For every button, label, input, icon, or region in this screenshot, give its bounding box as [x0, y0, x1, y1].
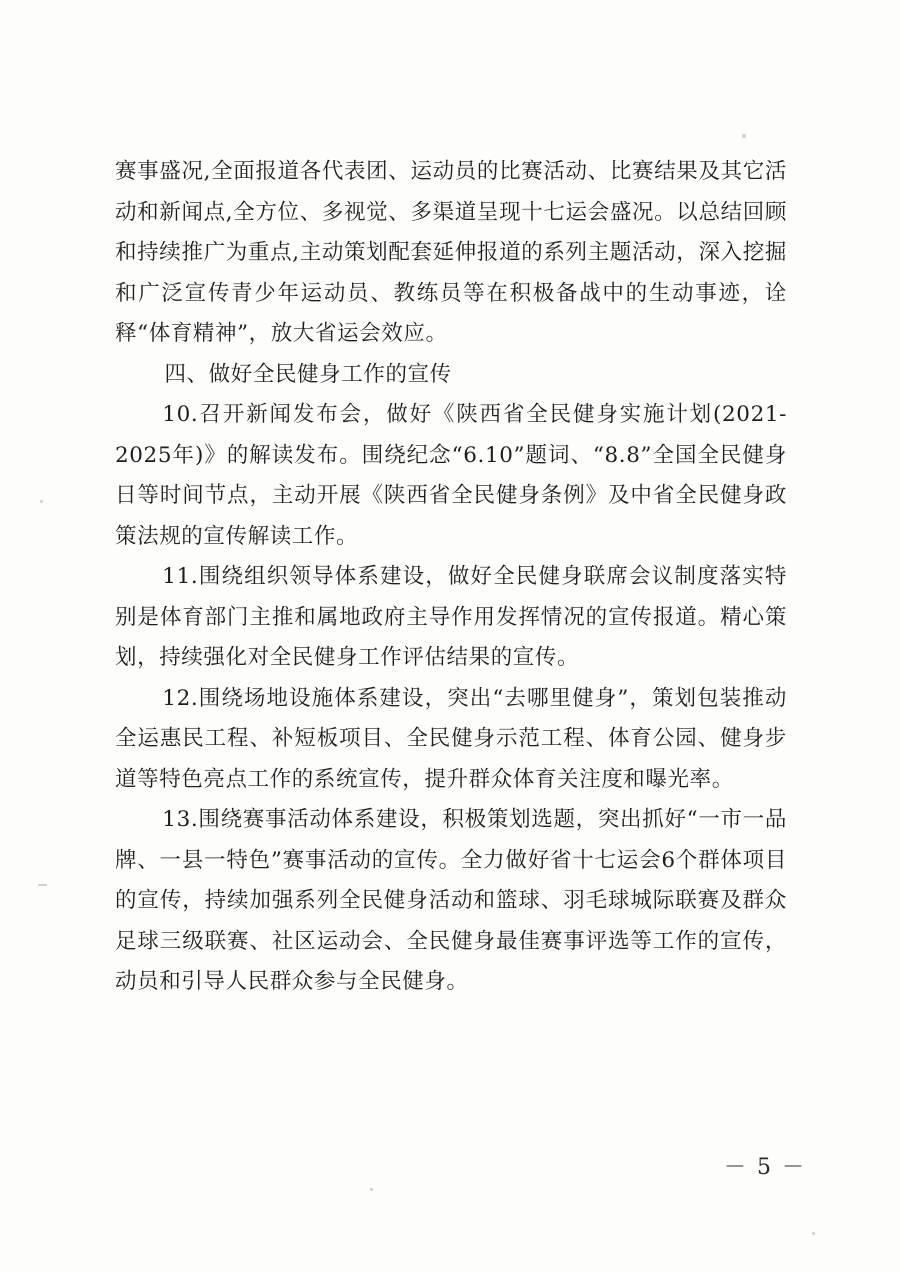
paper-speck [38, 884, 47, 886]
paper-speck [812, 1232, 815, 1235]
list-item-12: 12.围绕场地设施体系建设，突出“去哪里健身”，策划包装推动全运惠民工程、补短板项目、全民健身示范工程、体育公园、健身步道等特色亮点工作的系统宣传，提升群众体育关注度和曝光率。 [115, 685, 787, 792]
list-item-13: 13.围绕赛事活动体系建设，积极策划选题，突出抓好“一市一品牌、一县一特色”赛事活动的宣传。全力做好省十七运会6个群体项目的宣传，持续加强系列全民健身活动和篮球、羽毛球城际联赛及群众足球三级联赛、社区运动会、全民健身最佳赛事评选等工作的宣传，动员和引导人民群众参与全民健身。 [115, 807, 787, 994]
paper-speck [742, 134, 746, 138]
paper-speck [40, 500, 43, 503]
page-number: － 5 － [724, 1155, 806, 1180]
list-item-10: 10.召开新闻发布会，做好《陕西省全民健身实施计划(2021-2025年)》的解读发布。围绕纪念“6.10”题词、“8.8”全国全民健身日等时间节点，主动开展《陕西省全民健身条例》及中省全民健身政策法规的宣传解读工作。 [115, 402, 787, 549]
section-heading: 四、做好全民健身工作的宣传 [164, 361, 452, 387]
intro-paragraph: 赛事盛况,全面报道各代表团、运动员的比赛活动、比赛结果及其它活动和新闻点,全方位、多视觉、多渠道呈现十七运会盛况。以总结回顾和持续推广为重点,主动策划配套延伸报道的系列主题活动，深入挖掘和广泛宣传青少年运动员、教练员等在积极备战中的生动事迹，诠释“体育精神”，放大省运会效应。 [115, 159, 787, 346]
list-item-11: 11.围绕组织领导体系建设，做好全民健身联席会议制度落实特别是体育部门主推和属地政府主导作用发挥情况的宣传报道。精心策划，持续强化对全民健身工作评估结果的宣传。 [115, 564, 787, 670]
document-body [115, 152, 787, 1003]
paper-speck [370, 1188, 373, 1191]
